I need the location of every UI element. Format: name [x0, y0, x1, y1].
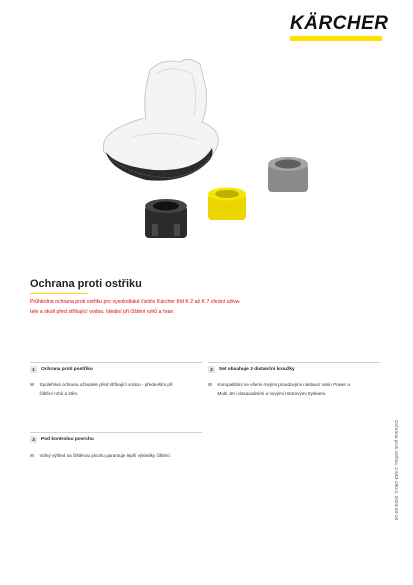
feature-1-bullets	[30, 380, 173, 398]
bullet-square	[208, 383, 212, 387]
bullet-line: Spolehlivá ochrana uživatele před stříkající vodou - především při	[39, 382, 173, 387]
splash-guard-shape	[103, 59, 218, 180]
feature-2-heading	[208, 366, 295, 373]
intro-line: tele a okolí před stříkající vodou. Ideální při čištění rohů a hran.	[30, 308, 175, 315]
feature-2-bullets	[208, 380, 350, 398]
page-title: Ochrana proti ostřiku	[30, 278, 142, 290]
feature-number: 2	[208, 366, 215, 373]
divider	[30, 432, 202, 433]
intro-line: Průhledná ochrana proti ostřiku pro vysokotlaké čističe Kärcher tříd K 2 až K 7 chrání uživa-	[30, 299, 241, 305]
bullet-line: čištění rohů a stěn.	[39, 391, 79, 396]
feature-3-bullets	[30, 451, 171, 460]
divider	[30, 362, 202, 363]
brand-logo-text: KÄRCHER	[290, 13, 389, 34]
feature-3-heading	[30, 436, 94, 443]
bullet-square	[30, 454, 34, 458]
intro-text	[30, 298, 300, 317]
feature-heading-text: Ochrana proti postřiku	[41, 367, 93, 372]
bullet-square	[30, 383, 34, 387]
feature-heading-text: Set obsahuje 3 distanční kroužky	[219, 367, 295, 372]
feature-heading-text: Pod kontrolou povrchu	[41, 437, 94, 442]
product-image	[90, 48, 330, 248]
yellow-adapter-ring	[208, 188, 246, 221]
feature-number: 1	[30, 366, 37, 373]
black-adapter-ring	[145, 199, 187, 238]
bullet-line: Volný výhled na čištěnou plochu garantuje lepší výsledky čištění.	[39, 453, 172, 458]
bullet-line: Multi Jet i dosavadními a novými rotorovými tryskami.	[217, 391, 327, 396]
title-underline	[30, 293, 88, 294]
side-document-code: Ochrana proti ostřiku, 2.643-190.0, 2024-03-18	[393, 420, 398, 520]
brand-logo-bar	[290, 36, 382, 41]
feature-1-heading	[30, 366, 93, 373]
brand-logo	[290, 13, 389, 41]
divider	[208, 362, 380, 363]
bullet-line: Kompatibilní se všemi rovými proudovými nástavci Vario Power a	[217, 382, 350, 387]
grey-adapter-ring	[268, 157, 308, 192]
feature-number: 3	[30, 436, 37, 443]
